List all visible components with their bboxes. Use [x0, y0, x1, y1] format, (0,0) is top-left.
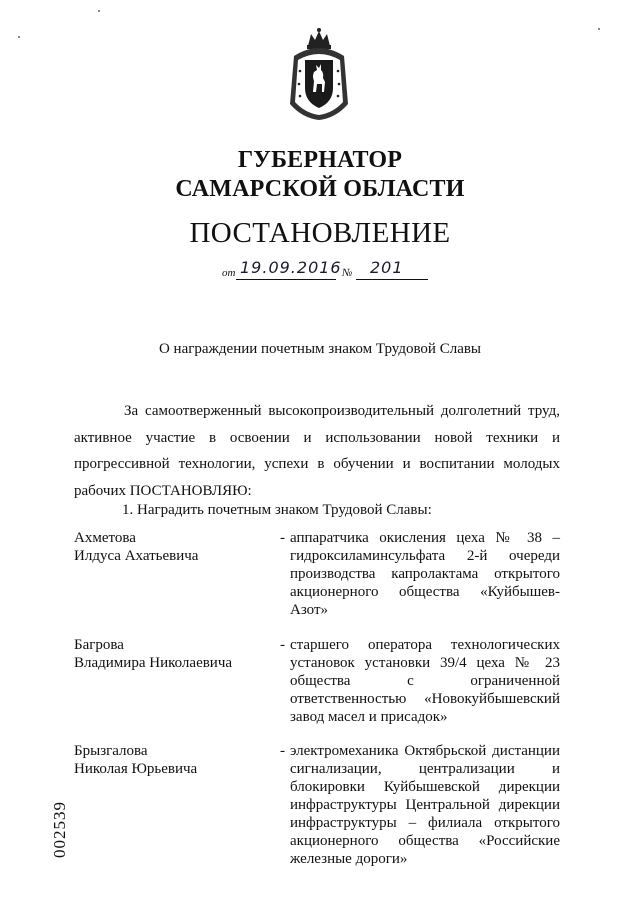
- resolution-item-1: 1. Наградить почетным знаком Трудовой Славы:: [122, 502, 432, 518]
- scan-speck: [98, 10, 100, 12]
- document-subject: О награждении почетным знаком Трудовой Славы: [158, 341, 482, 357]
- number-value: 201: [370, 258, 404, 277]
- awardee-dash: -: [280, 530, 285, 546]
- awardee-position: электромеханика Октябрьской дистанции сигнализации, централизации и блокировки Куйбышевской дирекции инфраструктуры Центральной дирекции инфраструктуры – филиала открытого акционерного общества «Российские железные дороги»: [290, 743, 560, 867]
- awardee-name: [74, 742, 274, 778]
- samara-coat-of-arms-icon: [286, 26, 352, 122]
- awardee-given-name: Николая Юрьевича: [74, 761, 198, 777]
- date-prefix: от: [222, 267, 236, 279]
- organization-title-line1: ГУБЕРНАТОР: [237, 147, 403, 173]
- preamble-paragraph: За самоотверженный высокопроизводительный долголетний труд, активное участие в освоении и использовании новой техники и прогрессивной технологии, успехи в обучении и воспитании молодых рабочих ПОСТАНОВЛЯЮ:: [74, 403, 560, 499]
- date-value: 19.09.2016: [240, 258, 342, 277]
- awardee-surname: Ахметова: [74, 530, 136, 546]
- awardee-position: аппаратчика окисления цеха № 38 – гидроксиламинсульфата 2-й очереди производства капролактама открытого акционерного общества «Куйбышев-Азот»: [290, 530, 560, 618]
- awardee-dash: -: [280, 743, 285, 759]
- awardee-dash: -: [280, 637, 285, 653]
- scan-speck: [18, 36, 20, 38]
- awardee-position: старшего оператора технологических установок установки 39/4 цеха № 23 общества с ограниченной ответственностью «Новокуйбышевский завод масел и присадок»: [290, 637, 560, 725]
- awardee-surname: Брызгалова: [74, 743, 148, 759]
- number-underline: [356, 279, 428, 280]
- scan-speck: [598, 28, 600, 30]
- awardee-given-name: Илдуса Ахатьевича: [74, 548, 199, 564]
- registration-number: 002539: [50, 801, 69, 858]
- awardee-given-name: Владимира Николаевича: [74, 655, 233, 671]
- document-type-title: ПОСТАНОВЛЕНИЕ: [189, 217, 451, 249]
- organization-title-line2: САМАРСКОЙ ОБЛАСТИ: [175, 176, 465, 202]
- awardee-name: [74, 636, 274, 672]
- awardee-name: [74, 529, 274, 565]
- awardee-surname: Багрова: [74, 637, 124, 653]
- number-prefix: №: [342, 267, 353, 279]
- date-underline: [236, 279, 336, 280]
